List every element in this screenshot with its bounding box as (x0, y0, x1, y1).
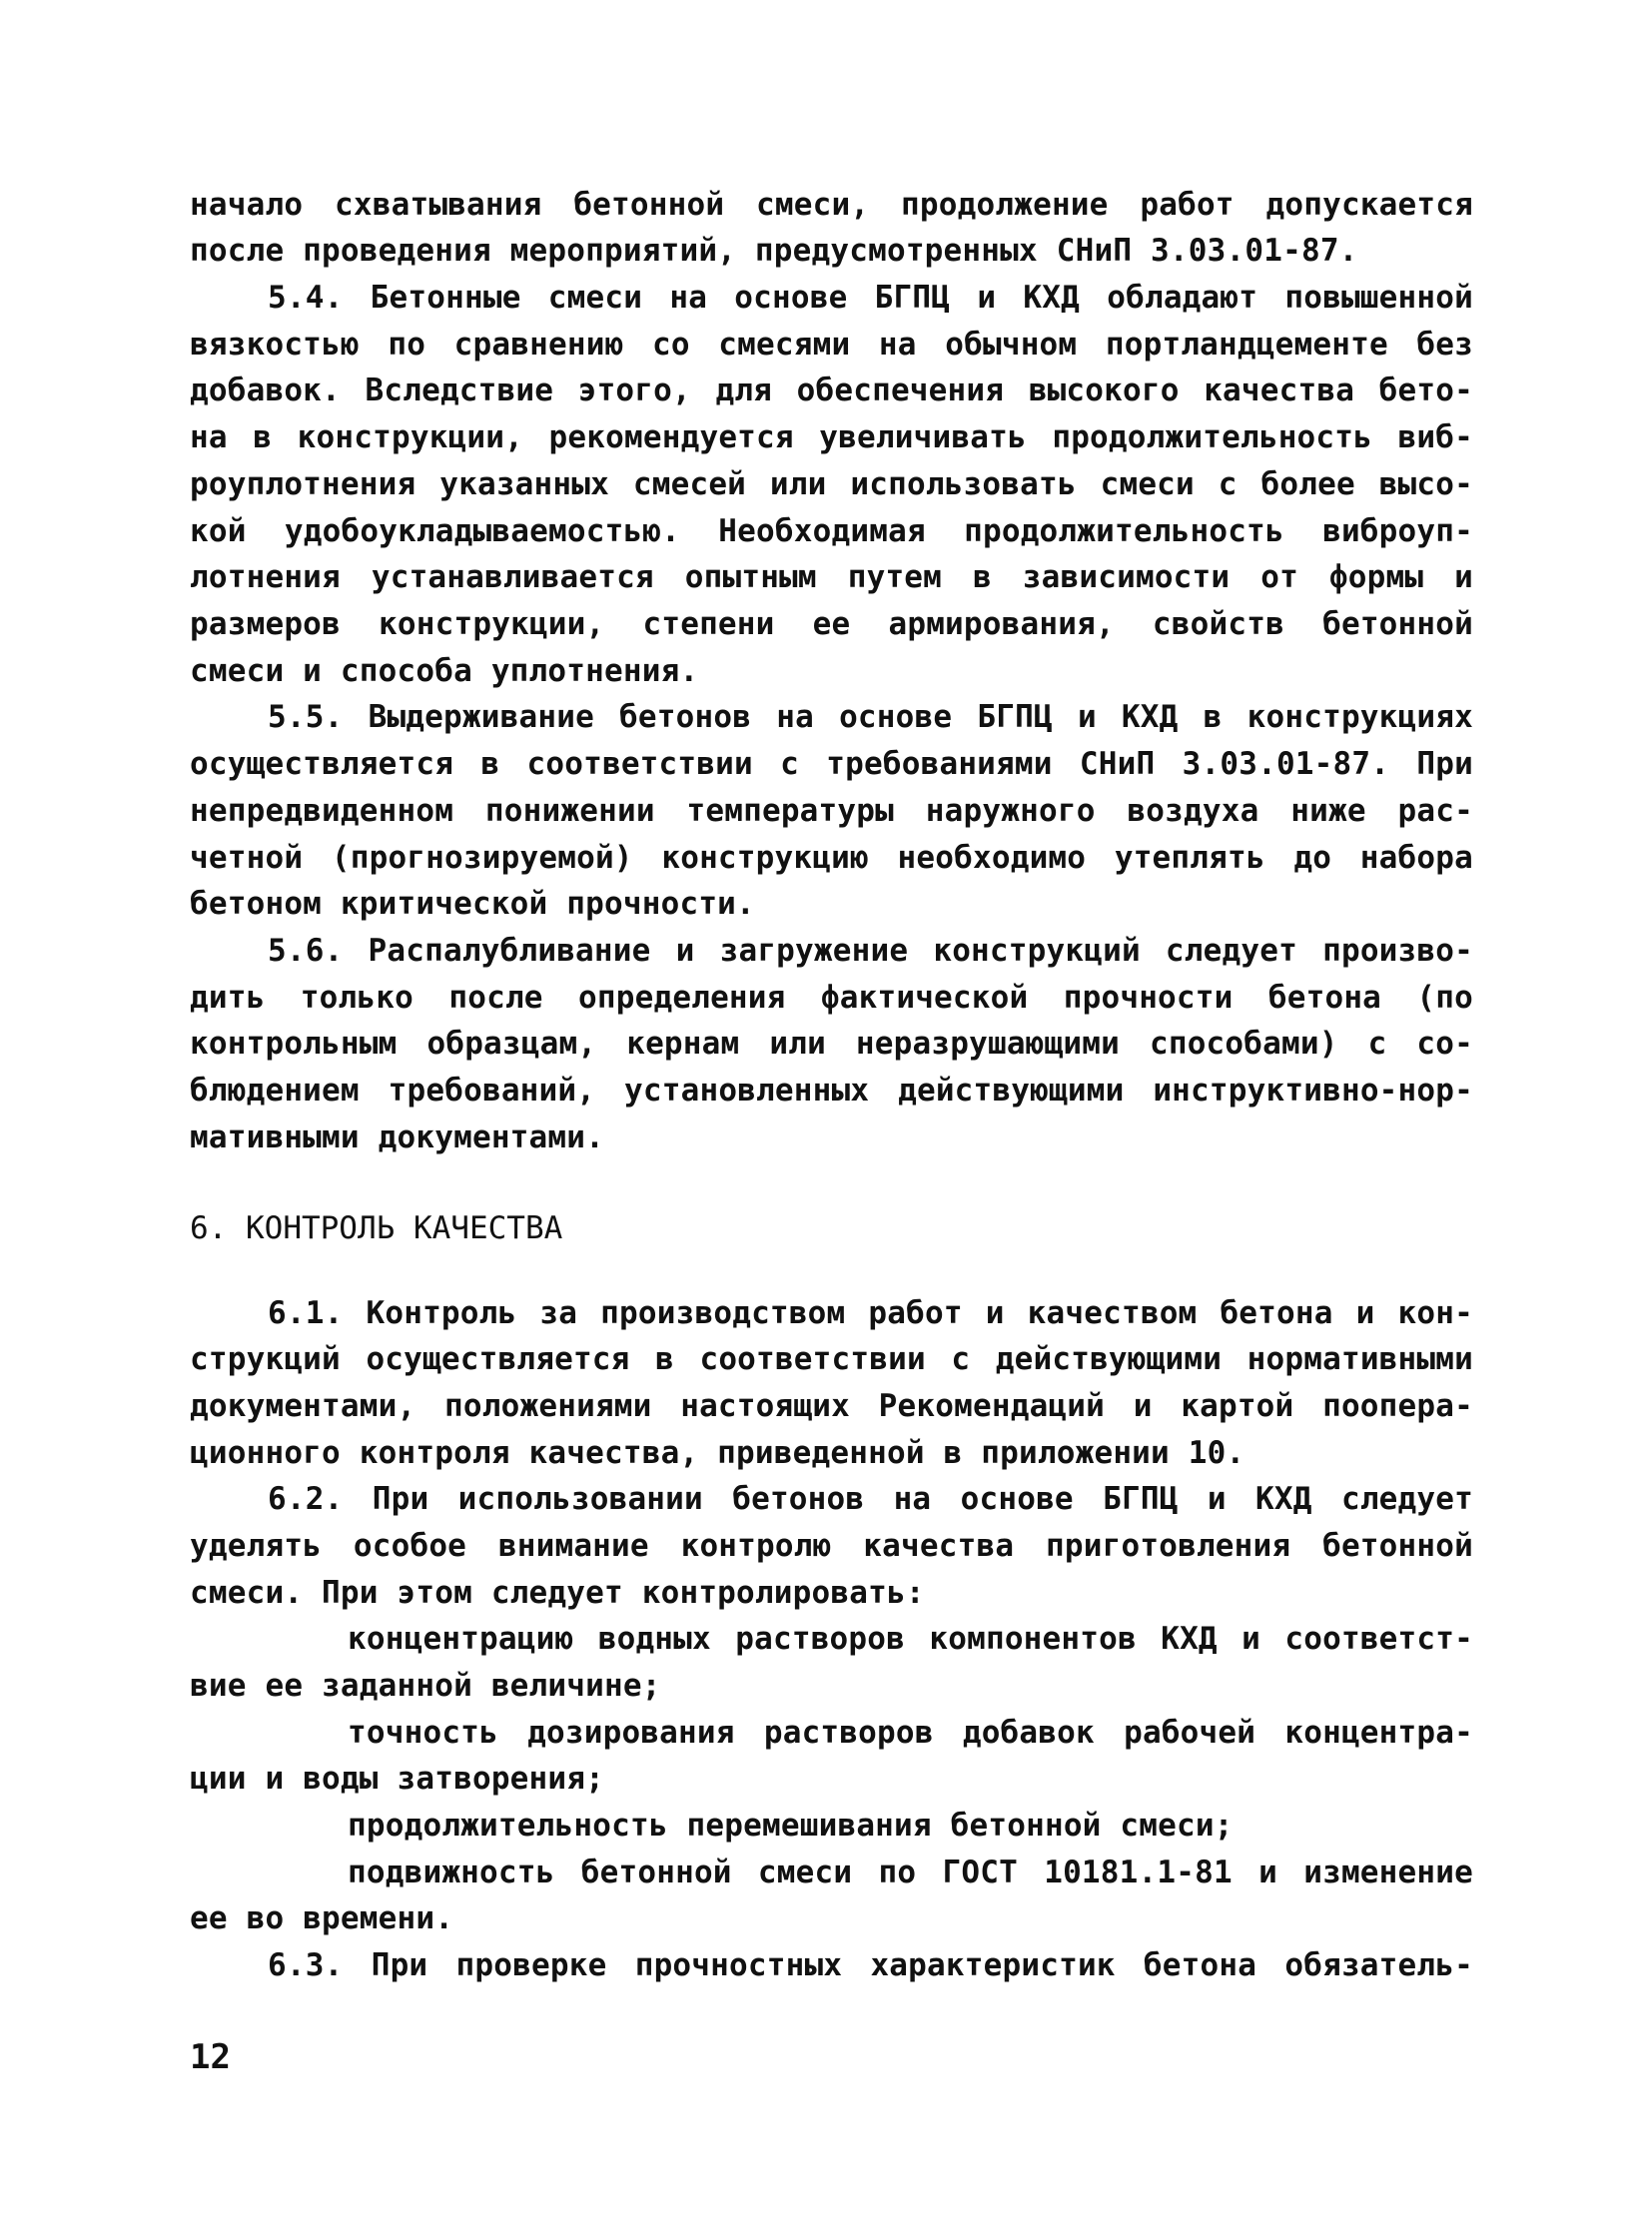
text-line: продолжительность перемешивания бетонной смеси; (348, 1808, 1234, 1844)
text-line: 6.3. При проверке прочностных характеристик бетона обязатель- (268, 1947, 1473, 1983)
text-line: кой удобоукладываемостью. Необходимая продолжительность виброуп- (190, 513, 1473, 549)
text-line: контрольным образцам, кернам или неразрушающими способами) с со- (190, 1026, 1473, 1062)
text-line: роуплотнения указанных смесей или использовать смеси с более высо- (190, 466, 1473, 502)
text-line: вязкостью по сравнению со смесями на обычном портландцементе без (190, 327, 1473, 363)
text-line: бетоном критической прочности. (190, 886, 755, 922)
text-line: дить только после определения фактической прочности бетона (по (190, 980, 1473, 1016)
text-line: осуществляется в соответствии с требованиями СНиП 3.03.01-87. При (190, 746, 1473, 782)
text-line: вие ее заданной величине; (190, 1668, 661, 1704)
text-line: 6.1. Контроль за производством работ и качеством бетона и кон- (268, 1295, 1473, 1331)
text-line: размеров конструкции, степени ее армирования, свойств бетонной (190, 606, 1473, 642)
text-line: подвижность бетонной смеси по ГОСТ 10181.1-81 и изменение (348, 1855, 1473, 1890)
text-line: лотнения устанавливается опытным путем в зависимости от формы и (190, 559, 1473, 595)
text-line: после проведения мероприятий, предусмотренных СНиП 3.03.01-87. (190, 233, 1358, 269)
text-line: 5.4. Бетонные смеси на основе БГПЦ и КХД обладают повышенной (268, 280, 1473, 316)
text-line: концентрацию водных растворов компонентов КХД и соответст- (348, 1621, 1473, 1657)
text-line: блюдением требований, установленных действующими инструктивно-нор- (190, 1073, 1473, 1109)
text-line: документами, положениями настоящих Рекомендаций и картой поопера- (190, 1388, 1473, 1424)
text-line: уделять особое внимание контролю качества приготовления бетонной (190, 1528, 1473, 1564)
text-line: струкций осуществляется в соответствии с действующими нормативными (190, 1341, 1473, 1377)
text-line: непредвиденном понижении температуры наружного воздуха ниже рас- (190, 793, 1473, 829)
text-line: добавок. Вследствие этого, для обеспечения высокого качества бето- (190, 373, 1473, 408)
text-line: ее во времени. (190, 1900, 454, 1936)
text-line: смеси. При этом следует контролировать: (190, 1575, 925, 1611)
text-line: точность дозирования растворов добавок рабочей концентра- (348, 1715, 1473, 1751)
page-number: 12 (190, 2037, 231, 2077)
text-line: четной (прогнозируемой) конструкцию необходимо утеплять до набора (190, 840, 1473, 876)
text-line: 6.2. При использовании бетонов на основе БГПЦ и КХД следует (268, 1481, 1473, 1517)
section-heading: 6. КОНТРОЛЬ КАЧЕСТВА (190, 1210, 563, 1246)
text-line: 5.6. Распалубливание и загружение конструкций следует произво- (268, 933, 1473, 969)
text-line: 5.5. Выдерживание бетонов на основе БГПЦ и КХД в конструкциях (268, 699, 1473, 735)
text-line: начало схватывания бетонной смеси, продолжение работ допускается (190, 187, 1473, 223)
text-line: на в конструкции, рекомендуется увеличивать продолжительность виб- (190, 419, 1473, 455)
text-line: мативными документами. (190, 1120, 604, 1155)
text-line: ции и воды затворения; (190, 1761, 604, 1797)
text-line: ционного контроля качества, приведенной в приложении 10. (190, 1435, 1245, 1471)
text-line: смеси и способа уплотнения. (190, 653, 699, 689)
